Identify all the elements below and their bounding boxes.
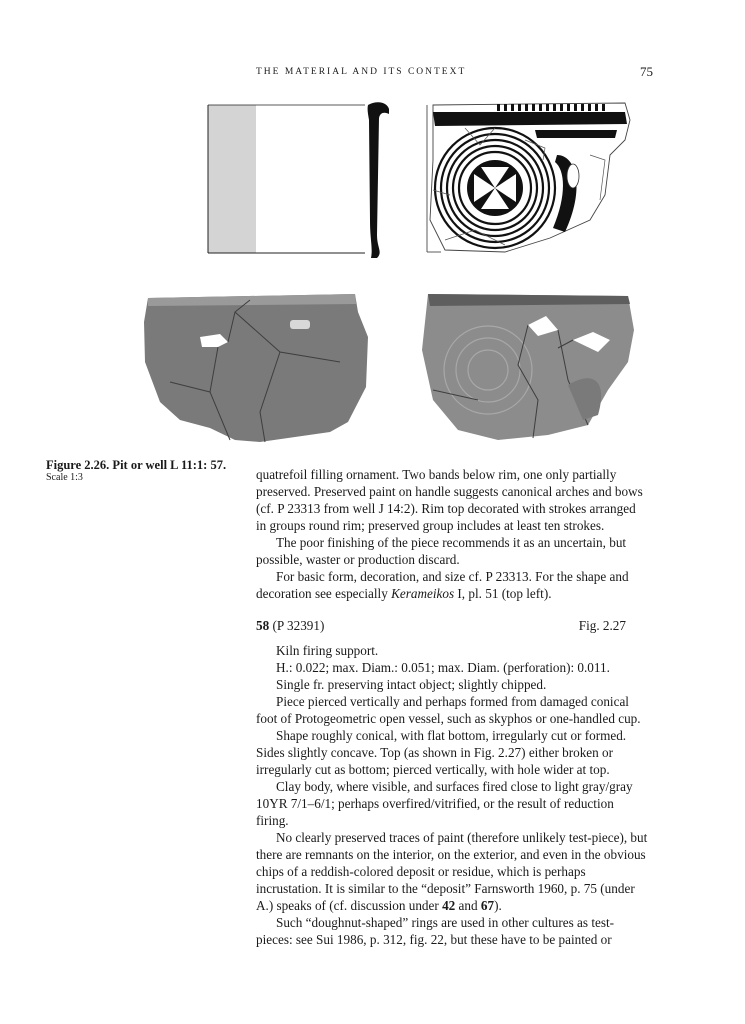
entry-line: Single fr. preserving intact object; slightly chipped.: [276, 677, 547, 692]
entry-line: H.: 0.022; max. Diam.: 0.051; max. Diam. (perforation): 0.011.: [276, 660, 610, 675]
vessel-profile-drawing: [205, 100, 645, 260]
entry-line: Shape roughly conical, with flat bottom, irregularly cut or formed. Sides slightly concave. Top (as shown in Fig. 2.27) either broken or irregularly cut as bottom; pierced vertically, with hole wider at top.: [256, 728, 627, 777]
catalog-number: 58: [256, 618, 270, 633]
entry-line: Kiln firing support.: [276, 643, 379, 658]
catalog-entry: [256, 642, 648, 948]
figure-reference: Fig. 2.27: [578, 618, 626, 633]
figure-scale: Scale 1:3: [46, 472, 83, 483]
running-head: THE MATERIAL AND ITS CONTEXT: [256, 67, 467, 77]
cross-reference: 42: [442, 898, 456, 913]
entry-line: Clay body, where visible, and surfaces fired close to light gray/gray 10YR 7/1–6/1; perhaps overfired/vitrified, or the result of reduction firing.: [256, 779, 633, 828]
paragraph: The poor finishing of the piece recommends it as an uncertain, but possible, waster or production discard.: [256, 535, 627, 567]
catalog-entry-heading: [256, 617, 648, 634]
page-number: 75: [640, 64, 653, 79]
entry-line: Such “doughnut-shaped” rings are used in other cultures as test-pieces: see Sui 1986, p. 312, fig. 22, but these have to be painted or: [256, 915, 615, 947]
inventory-number: (P 32391): [269, 618, 325, 633]
body-text: [256, 466, 648, 948]
paragraph-basic-form: For basic form, decoration, and size cf. P 23313. For the shape and decoration see especially Kerameikos I, pl. 51 (top left).: [256, 569, 629, 601]
sherd-photo-exterior: [140, 292, 372, 444]
paragraph: quatrefoil filling ornament. Two bands below rim, one only partially preserved. Preserved paint on handle suggests canonical arches and bows (cf. P 23313 from well J 14:2). Rim top decorated with strokes arranged in groups round rim; preserved group includes at least ten strokes.: [256, 467, 643, 533]
entry-line-deposit: No clearly preserved traces of paint (therefore unlikely test-piece), but there are remnants on the interior, on the exterior, and even in the obvious chips of a reddish-colored deposit or residue, which is perhaps incrustation. It is similar to the “deposit” Farnsworth 1960, p. 75 (under A.) speaks of (cf. discussion under 42 and 67).: [256, 830, 648, 913]
entry-line: Piece pierced vertically and perhaps formed from damaged conical foot of Protogeometric open vessel, such as skyphos or one-handled cup.: [256, 694, 641, 726]
cross-reference: 67: [480, 898, 495, 913]
figure-title: Figure 2.26. Pit or well L 11:1: 57.: [46, 458, 227, 472]
figure-caption: [46, 458, 246, 484]
sherd-photo-interior: [418, 290, 640, 442]
